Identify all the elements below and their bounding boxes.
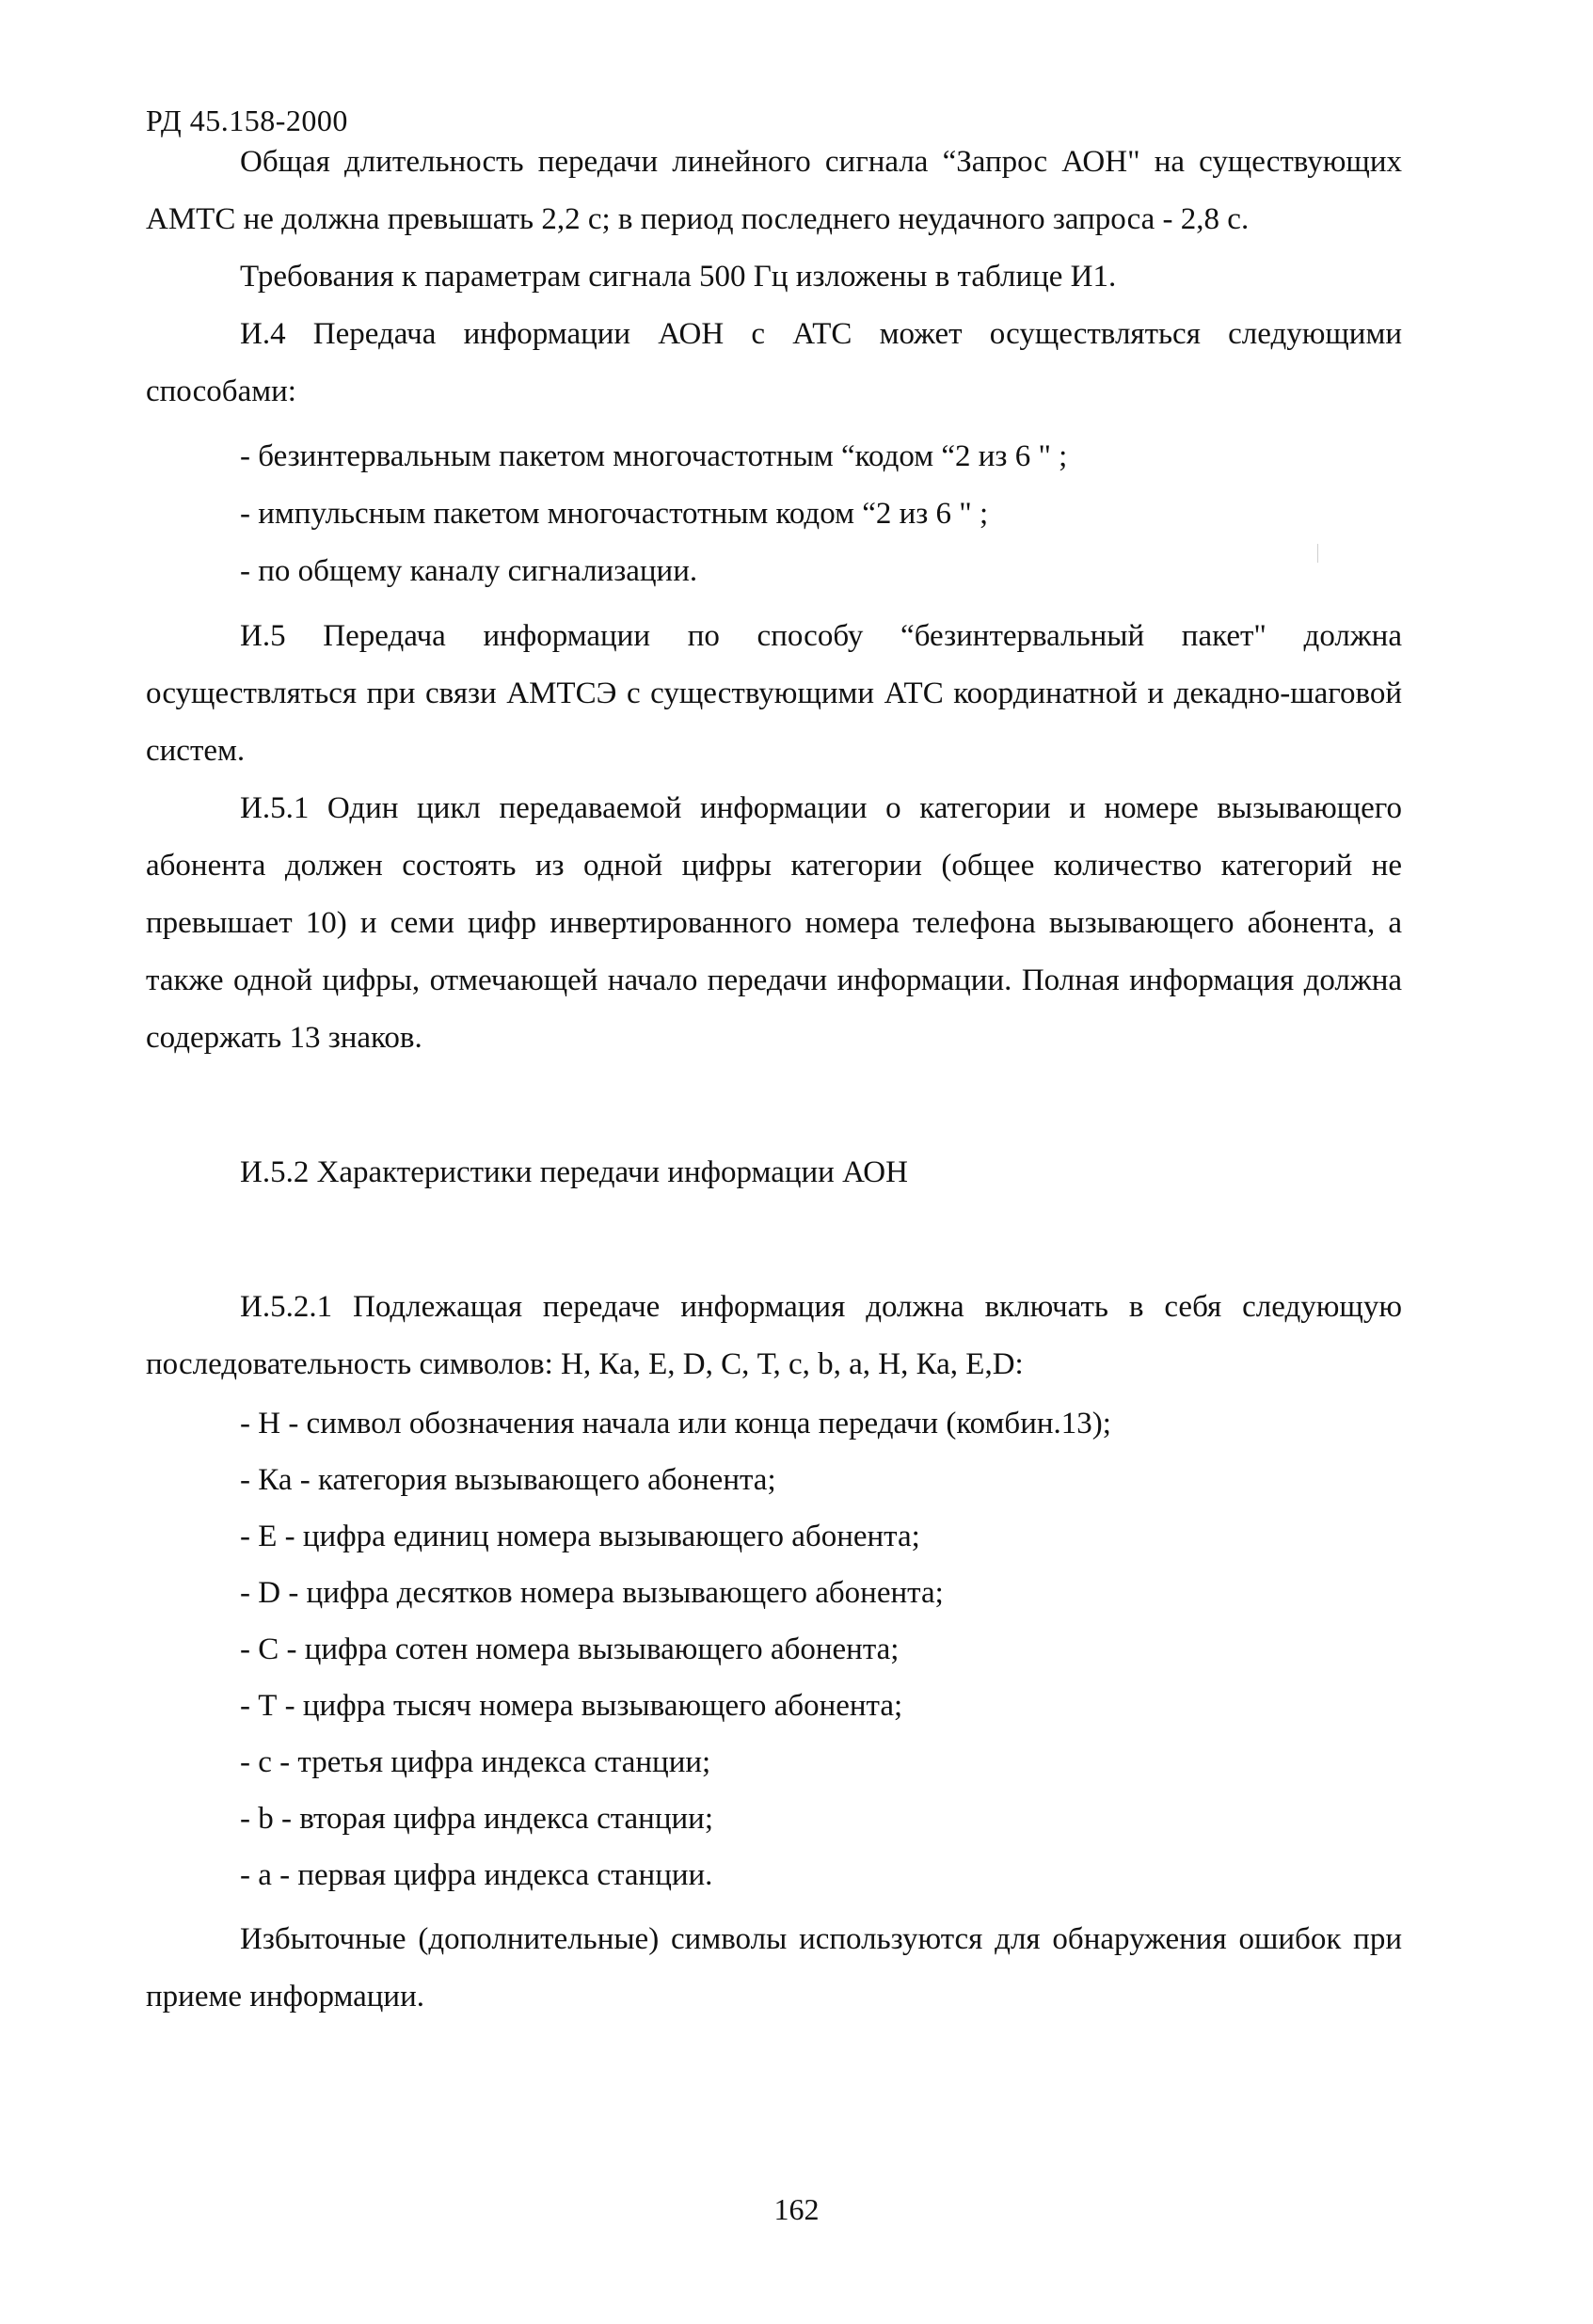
paragraph-i4: И.4 Передача информации АОН с АТС может осуществляться следующими способами:: [146, 317, 1402, 408]
list-item: - Е - цифра единиц номера вызывающего абонента;: [240, 1520, 920, 1553]
section-heading-i52: И.5.2 Характеристики передачи информации АОН: [240, 1155, 908, 1189]
paragraph-i521: И.5.2.1 Подлежащая передаче информация должна включать в себя следующую последовательность символов: Н, Ка, Е, D, С, Т, с, b, а, Н, Ка, Е,D:: [146, 1290, 1402, 1381]
methods-list: [146, 436, 1402, 593]
paragraph-500hz-requirements: Требования к параметрам сигнала 500 Гц изложены в таблице И1.: [240, 260, 1117, 294]
paragraph-redundant-symbols: Избыточные (дополнительные) символы используются для обнаружения ошибок при приеме информации.: [146, 1922, 1402, 2014]
body-text: [146, 134, 1402, 2026]
list-item: - D - цифра десятков номера вызывающего абонента;: [240, 1576, 944, 1610]
list-item: - Ка - категория вызывающего абонента;: [240, 1463, 776, 1497]
list-item: - Н - символ обозначения начала или конца передачи (комбин.13);: [240, 1407, 1111, 1441]
paragraph-i51: И.5.1 Один цикл передаваемой информации о категории и номере вызывающего абонента должен состоять из одной цифры категории (общее количество категорий не превышает 10) и семи цифр инвертированного номера телефона вызывающего абонента, а также одной цифры, отмечающей начало передачи информации. Полная информация должна содержать 13 знаков.: [146, 791, 1402, 1055]
paragraph-signal-duration: Общая длительность передачи линейного сигнала “Запрос АОН" на существующих АМТС не должна превышать 2,2 с; в период последнего неудачного запроса - 2,8 с.: [146, 145, 1402, 236]
paragraph-i5: И.5 Передача информации по способу “безинтервальный пакет" должна осуществляться при связи АМТСЭ с существующими АТС координатной и декадно-шаговой систем.: [146, 619, 1402, 768]
list-item: - по общему каналу сигнализации.: [240, 554, 698, 588]
list-item: - С - цифра сотен номера вызывающего абонента;: [240, 1632, 900, 1666]
list-item: - безинтервальным пакетом многочастотным “кодом “2 из 6 " ;: [240, 439, 1068, 473]
list-item: - импульсным пакетом многочастотным кодом “2 из 6 " ;: [240, 497, 989, 531]
page-number: 162: [773, 2192, 820, 2226]
symbols-list: [146, 1403, 1402, 1897]
list-item: - Т - цифра тысяч номера вызывающего абонента;: [240, 1689, 903, 1723]
scan-artifact: [1317, 544, 1318, 563]
list-item: - с - третья цифра индекса станции;: [240, 1745, 711, 1779]
document-code: РД 45.158-2000: [146, 103, 348, 137]
list-item: - b - вторая цифра индекса станции;: [240, 1802, 713, 1836]
list-item: - а - первая цифра индекса станции.: [240, 1858, 713, 1892]
